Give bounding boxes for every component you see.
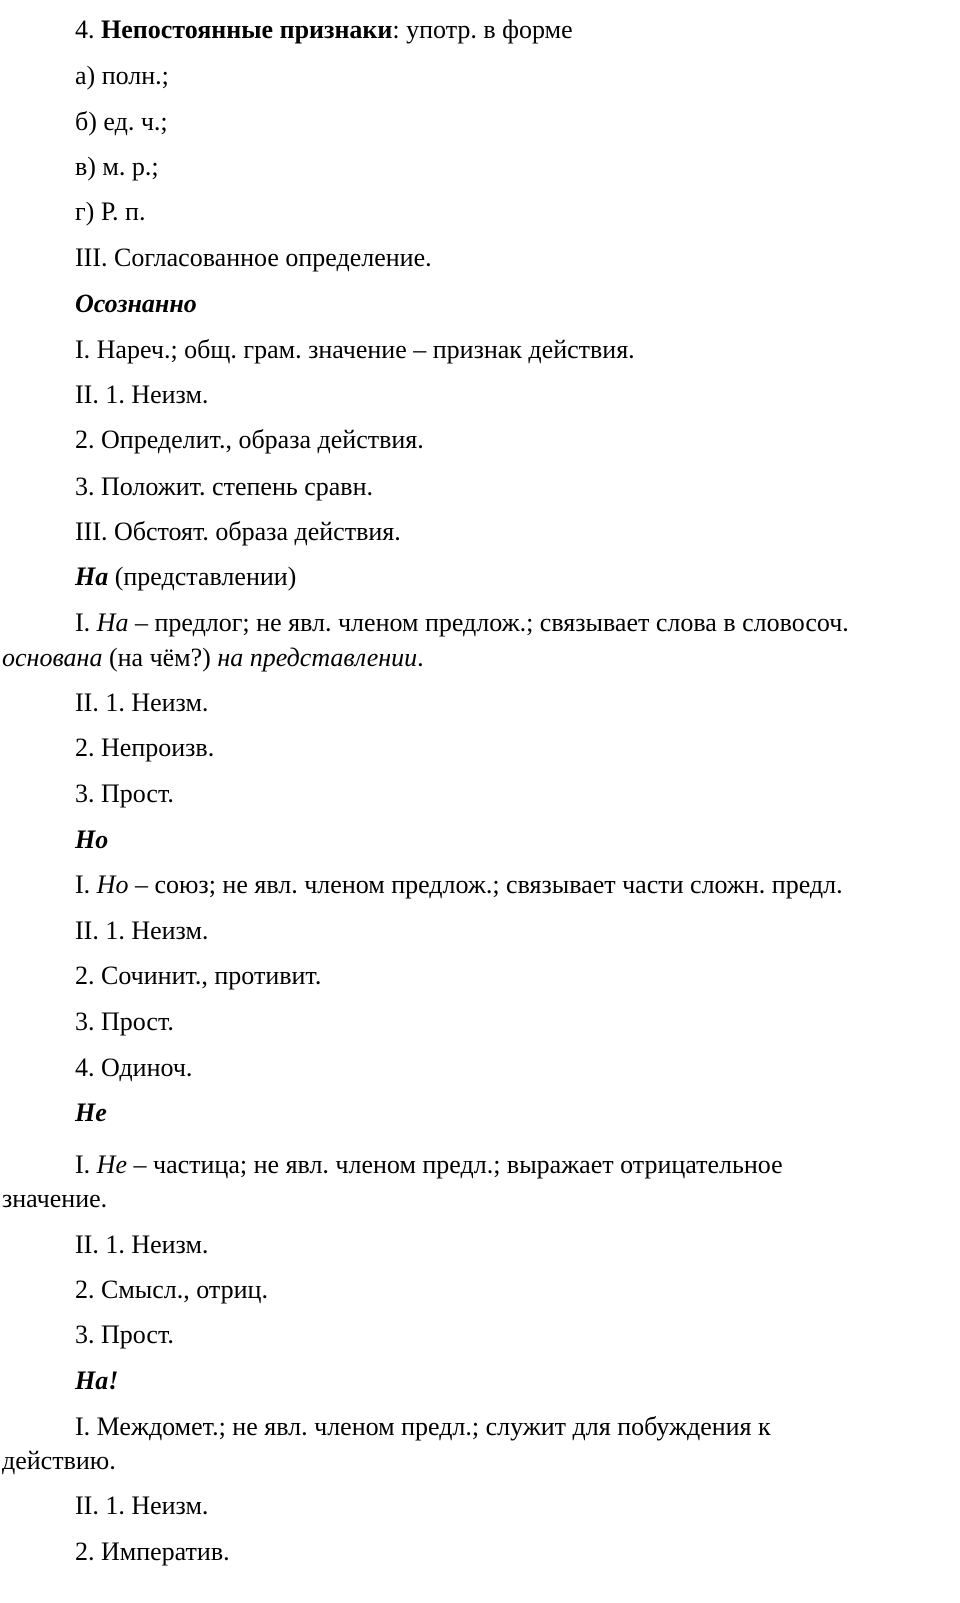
l31	[0, 1364, 960, 1398]
text-segment: Но	[75, 825, 109, 854]
text-segment: 4.	[75, 15, 101, 44]
text-segment: а) полн.;	[75, 61, 169, 90]
l27	[0, 1182, 960, 1216]
l24	[0, 1051, 960, 1085]
text-segment: 3. Положит. степень сравн.	[75, 472, 373, 501]
l2	[0, 59, 960, 93]
l15	[0, 641, 960, 675]
text-segment: I. Нареч.; общ. грам. значение – признак действия.	[75, 335, 635, 364]
l18	[0, 777, 960, 811]
l28	[0, 1228, 960, 1262]
text-segment: г) Р. п.	[75, 197, 146, 226]
text-segment: На	[96, 608, 129, 637]
text-segment: Но	[96, 870, 129, 899]
text-segment: На	[75, 562, 109, 591]
text-segment: 2. Сочинит., противит.	[75, 961, 322, 990]
text-segment: Осознанно	[75, 289, 197, 318]
l1	[0, 13, 960, 47]
text-segment: II. 1. Неизм.	[75, 1230, 209, 1259]
text-segment: I.	[75, 1150, 97, 1179]
l4	[0, 150, 960, 184]
text-segment: I.	[75, 608, 97, 637]
l20	[0, 868, 960, 902]
text-segment: : употр. в форме	[392, 15, 573, 44]
l14	[0, 606, 960, 640]
text-segment: II. 1. Неизм.	[75, 1491, 209, 1520]
text-segment: на представлении	[217, 643, 418, 672]
l8	[0, 333, 960, 367]
l33	[0, 1444, 960, 1478]
text-segment: 2. Определит., образа действия.	[75, 425, 424, 454]
text-segment: III. Согласованное определение.	[75, 243, 432, 272]
text-segment: 3. Прост.	[75, 1320, 174, 1349]
l11	[0, 470, 960, 504]
l19	[0, 823, 960, 857]
text-segment: – частица; не явл. членом предл.; выражает отрицательное	[127, 1150, 783, 1179]
l3	[0, 105, 960, 139]
text-segment: 2. Императив.	[75, 1537, 230, 1566]
text-segment: 3. Прост.	[75, 1007, 174, 1036]
text-segment: II. 1. Неизм.	[75, 916, 209, 945]
l29	[0, 1273, 960, 1307]
text-segment: действию.	[2, 1446, 116, 1475]
text-segment: б) ед. ч.;	[75, 107, 168, 136]
l35	[0, 1535, 960, 1569]
text-segment: Непостоянные признаки	[101, 15, 393, 44]
text-segment: I.	[75, 870, 97, 899]
l32	[0, 1410, 960, 1444]
l5	[0, 195, 960, 229]
text-segment: III. Обстоят. образа действия.	[75, 517, 401, 546]
l12	[0, 515, 960, 549]
l10	[0, 423, 960, 457]
l25	[0, 1096, 960, 1130]
text-segment: .	[417, 643, 424, 672]
l22	[0, 959, 960, 993]
l13	[0, 560, 960, 594]
text-segment: – союз; не явл. членом предлож.; связывает части сложн. предл.	[128, 870, 843, 899]
text-segment: в) м. р.;	[75, 152, 159, 181]
l7	[0, 287, 960, 321]
l9	[0, 378, 960, 412]
text-segment: значение.	[2, 1184, 108, 1213]
l21	[0, 914, 960, 948]
text-segment: Не	[75, 1098, 107, 1127]
l34	[0, 1489, 960, 1523]
l26	[0, 1148, 960, 1182]
text-segment: II. 1. Неизм.	[75, 380, 209, 409]
l30	[0, 1318, 960, 1352]
text-segment: II. 1. Неизм.	[75, 688, 209, 717]
text-segment: (на чём?)	[102, 643, 218, 672]
l23	[0, 1005, 960, 1039]
text-segment: 3. Прост.	[75, 779, 174, 808]
text-segment: 2. Непроизв.	[75, 733, 215, 762]
text-segment: основана	[2, 643, 103, 672]
text-segment: На!	[75, 1366, 119, 1395]
l16	[0, 686, 960, 720]
text-segment: Не	[96, 1150, 127, 1179]
text-segment: 2. Смысл., отриц.	[75, 1275, 268, 1304]
l17	[0, 731, 960, 765]
l6	[0, 241, 960, 275]
text-segment: (представлении)	[108, 562, 297, 591]
text-segment: 4. Одиноч.	[75, 1053, 193, 1082]
text-segment: – предлог; не явл. членом предлож.; связывает слова в словосоч.	[128, 608, 849, 637]
text-segment: I. Междомет.; не явл. членом предл.; служит для побуждения к	[75, 1412, 771, 1441]
